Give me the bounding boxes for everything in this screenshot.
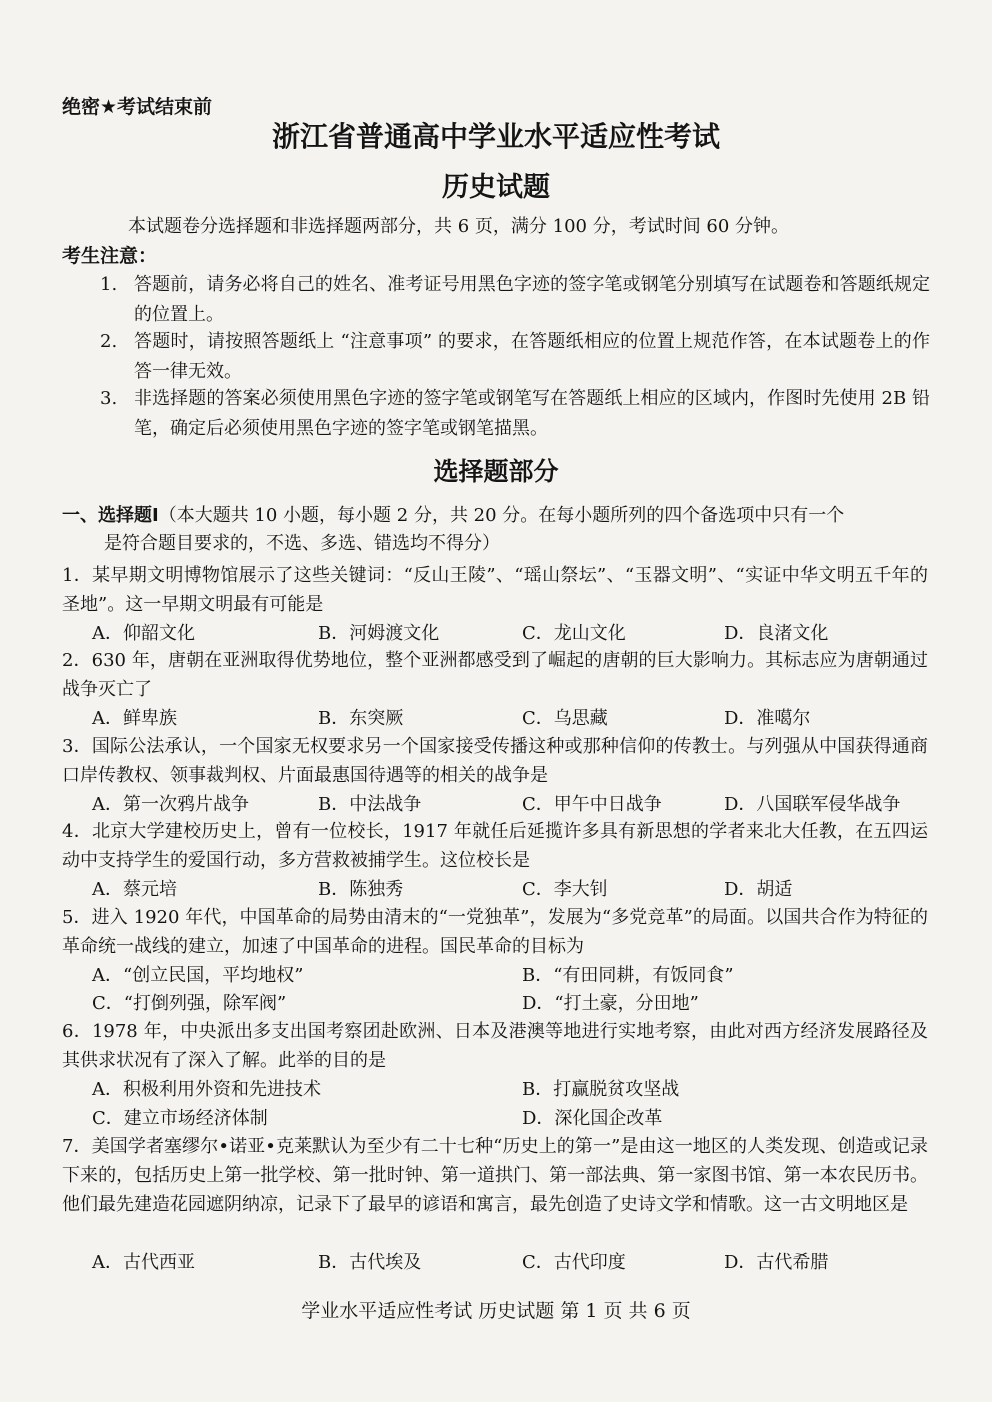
- section-title: 选择题部分: [433, 457, 559, 486]
- option-b: B．陈独秀: [318, 879, 404, 900]
- question-stem: 2．630 年，唐朝在亚洲取得优势地位，整个亚洲都感受到了崛起的唐朝的巨大影响力。其标志应为唐朝通过战争灭亡了: [62, 650, 928, 700]
- question-1: [62, 561, 928, 619]
- option-d: D．深化国企改革: [522, 1108, 663, 1129]
- option-a: A．古代西亚: [92, 1252, 195, 1273]
- question-5: [62, 903, 928, 961]
- option-a: A．第一次鸦片战争: [92, 794, 249, 815]
- confidential-label: 绝密★考试结束前: [62, 96, 213, 118]
- notice-number: 1.: [100, 274, 118, 295]
- exam-intro: 本试题卷分选择题和非选择题两部分，共 6 页，满分 100 分，考试时间 60 分钟。: [128, 216, 790, 237]
- question-7: [62, 1132, 928, 1219]
- option-c: C．古代印度: [522, 1252, 626, 1273]
- question-4: [62, 817, 928, 875]
- question-stem: 1．某早期文明博物馆展示了这些关键词：“反山王陵”、“瑶山祭坛”、“玉器文明”、“实证中华文明五千年的圣地”。这一早期文明最有可能是: [62, 565, 928, 615]
- option-a: A．仰韶文化: [92, 623, 195, 644]
- option-c: C．乌思藏: [522, 708, 608, 729]
- notice-heading: 考生注意：: [62, 245, 158, 267]
- option-a: A．积极利用外资和先进技术: [92, 1079, 321, 1100]
- option-d: D．“打土豪，分田地”: [522, 993, 699, 1014]
- question-6-options-row2: [92, 1104, 932, 1132]
- exam-subtitle: 历史试题: [442, 172, 550, 203]
- question-7-options: [92, 1248, 932, 1276]
- question-3-options: [92, 790, 932, 818]
- exam-title: 浙江省普通高中学业水平适应性考试: [271, 120, 720, 153]
- option-c: C．龙山文化: [522, 623, 626, 644]
- notice-item: [100, 270, 930, 330]
- option-a: A．鲜卑族: [92, 708, 177, 729]
- question-stem: 3．国际公法承认，一个国家无权要求另一个国家接受传播这种或那种信仰的传教士。与列强从中国获得通商口岸传教权、领事裁判权、片面最惠国待遇等的相关的战争是: [62, 736, 928, 786]
- question-5-options-row1: [92, 961, 932, 989]
- question-1-options: [92, 619, 932, 647]
- notice-number: 3.: [100, 388, 118, 409]
- question-6-options-row1: [92, 1075, 932, 1103]
- option-c: C．李大钊: [522, 879, 608, 900]
- part-heading: [62, 502, 928, 558]
- part-description: （本大题共 10 小题，每小题 2 分，共 20 分。在每小题所列的四个备选项中只有一个: [158, 505, 845, 526]
- notice-number: 2.: [100, 331, 118, 352]
- question-6: [62, 1017, 928, 1075]
- option-a: A．蔡元培: [92, 879, 177, 900]
- option-d: D．良渚文化: [724, 623, 829, 644]
- option-b: B．东突厥: [318, 708, 404, 729]
- notice-text: 答题时，请按照答题纸上 “注意事项” 的要求，在答题纸相应的位置上规范作答，在本试题卷上的作答一律无效。: [134, 331, 930, 382]
- option-c: C．建立市场经济体制: [92, 1108, 268, 1129]
- option-d: D．准噶尔: [724, 708, 811, 729]
- option-c: C．“打倒列强，除军阀”: [92, 993, 287, 1014]
- notice-item: [100, 327, 930, 387]
- option-b: B．“有田同耕，有饭同食”: [522, 965, 734, 986]
- option-d: D．古代希腊: [724, 1252, 829, 1273]
- option-d: D．八国联军侵华战争: [724, 794, 901, 815]
- part-description-cont: 是符合题目要求的，不选、多选、错选均不得分）: [104, 533, 500, 554]
- question-3: [62, 732, 928, 790]
- option-b: B．河姆渡文化: [318, 623, 440, 644]
- question-stem: 7．美国学者塞缪尔•诺亚•克莱默认为至少有二十七种“历史上的第一”是由这一地区的人类发现、创造或记录下来的，包括历史上第一批学校、第一批时钟、第一道拱门、第一部法典、第一家图书馆、第一本农民历书。他们最先建造花园遮阴纳凉，记录下了最早的谚语和寓言，最先创造了史诗文学和情歌。这一古文明地区是: [62, 1136, 928, 1215]
- question-stem: 6．1978 年，中央派出多支出国考察团赴欧洲、日本及港澳等地进行实地考察，由此对西方经济发展路径及其供求状况有了深入了解。此举的目的是: [62, 1021, 928, 1071]
- option-c: C．甲午中日战争: [522, 794, 662, 815]
- question-5-options-row2: [92, 989, 932, 1017]
- option-a: A．“创立民国，平均地权”: [92, 965, 304, 986]
- notice-item: [100, 384, 930, 444]
- option-b: B．中法战争: [318, 794, 422, 815]
- question-2: [62, 646, 928, 704]
- question-stem: 5．进入 1920 年代，中国革命的局势由清末的“一党独革”，发展为“多党竞革”的局面。以国共合作为特征的革命统一战线的建立，加速了中国革命的进程。国民革命的目标为: [62, 907, 928, 957]
- notice-text: 答题前，请务必将自己的姓名、准考证号用黑色字迹的签字笔或钢笔分别填写在试题卷和答题纸规定的位置上。: [134, 274, 930, 325]
- page-footer: 学业水平适应性考试 历史试题 第 1 页 共 6 页: [301, 1300, 691, 1322]
- part-label: 一、选择题Ⅰ: [62, 505, 159, 526]
- question-2-options: [92, 704, 932, 732]
- question-4-options: [92, 875, 932, 903]
- notice-text: 非选择题的答案必须使用黑色字迹的签字笔或钢笔写在答题纸上相应的区域内，作图时先使用 2B 铅笔，确定后必须使用黑色字迹的签字笔或钢笔描黑。: [134, 388, 930, 439]
- option-b: B．打赢脱贫攻坚战: [522, 1079, 680, 1100]
- option-d: D．胡适: [724, 879, 793, 900]
- option-b: B．古代埃及: [318, 1252, 422, 1273]
- question-stem: 4．北京大学建校历史上，曾有一位校长，1917 年就任后延揽许多具有新思想的学者来北大任教，在五四运动中支持学生的爱国行动，多方营救被捕学生。这位校长是: [62, 821, 928, 871]
